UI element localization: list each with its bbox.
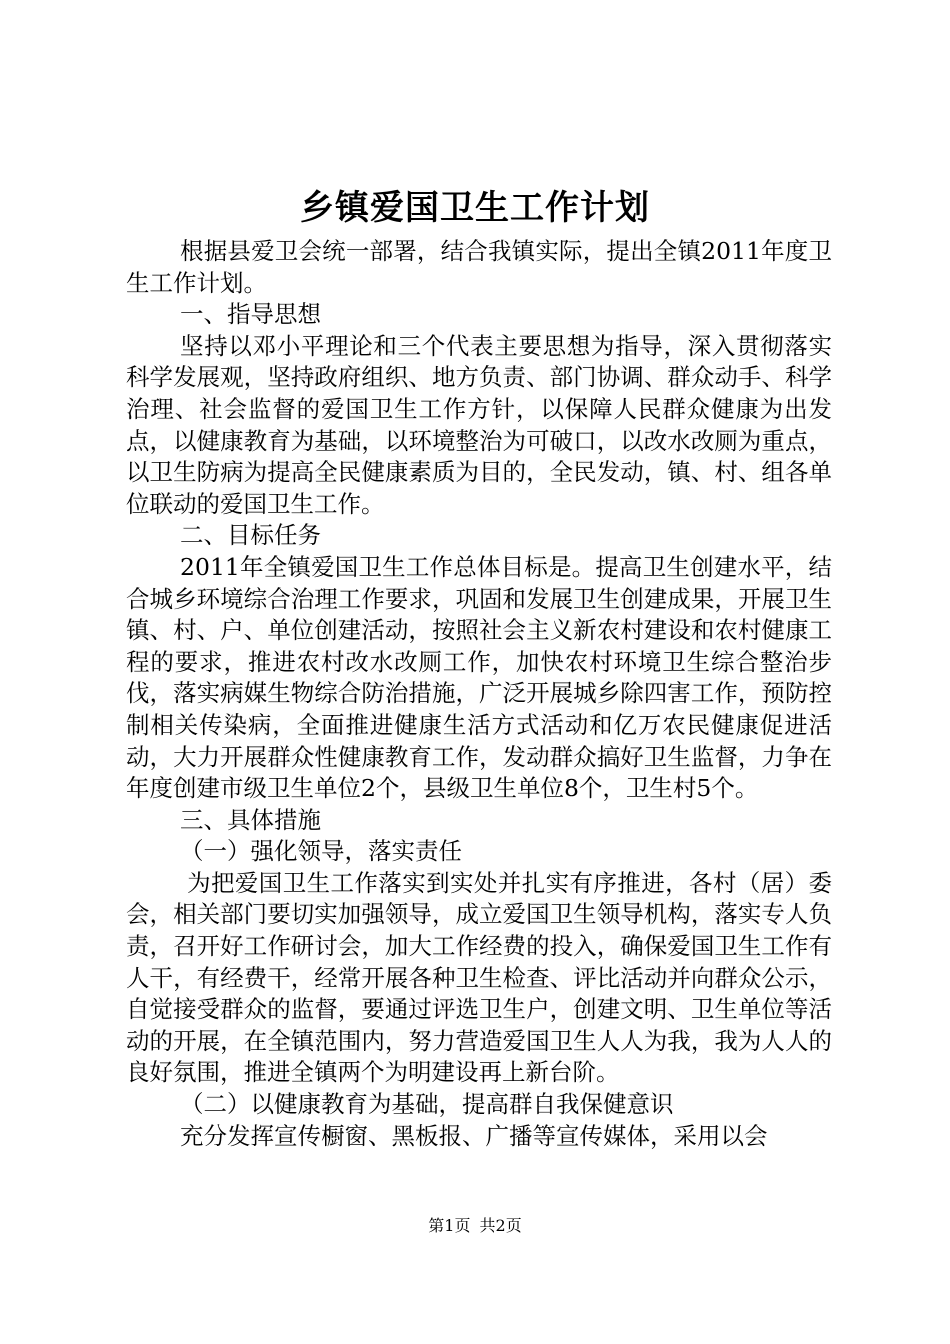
page-total: 共2页 — [479, 1216, 522, 1235]
heading-measures: 三、具体措施 — [180, 805, 322, 834]
heading-targets: 二、目标任务 — [180, 521, 322, 550]
heading-guiding-thought: 一、指导思想 — [180, 300, 322, 329]
subheading-leadership: （一）强化领导，落实责任 — [180, 837, 463, 866]
paragraph-leadership: 为把爱国卫生工作落实到实处并扎实有序推进，各村（居）委会，相关部门要切实加强领导，成立爱国卫生领导机构，落实专人负责，召开好工作研讨会，加大工作经费的投入，确保爱国卫生工作有人干，有经费干，经常开展各种卫生检查、评比活动并向群众公示，自觉接受群众的监督，要通过评选卫生户，创建文明、卫生单位等活动的开展，在全镇范围内，努力营造爱国卫生人人为我，我为人人的良好氛围，推进全镇两个为明建设再上新台阶。 — [126, 868, 832, 1087]
paragraph-targets: 2011年全镇爱国卫生工作总体目标是。提高卫生创建水平，结合城乡环境综合治理工作要求，巩固和发展卫生创建成果，开展卫生镇、村、户、单位创建活动，按照社会主义新农村建设和农村健康工程的要求，推进农村改水改厕工作，加快农村环境卫生综合整治步伐，落实病媒生物综合防治措施，广泛开展城乡除四害工作，预防控制相关传染病，全面推进健康生活方式活动和亿万农民健康促进活动，大力开展群众性健康教育工作，发动群众搞好卫生监督，力争在年度创建市级卫生单位2个，县级卫生单位8个，卫生村5个。 — [126, 552, 832, 803]
paragraph-guiding-thought: 坚持以邓小平理论和三个代表主要思想为指导，深入贯彻落实科学发展观，坚持政府组织、地方负责、部门协调、群众动手、科学治理、社会监督的爱国卫生工作方针，以保障人民群众健康为出发点，以健康教育为基础，以环境整治为可破口，以改水改厕为重点，以卫生防病为提高全民健康素质为目的，全民发动，镇、村、组各单位联动的爱国卫生工作。 — [126, 331, 832, 518]
document-body — [126, 236, 832, 1152]
page-title: 乡镇爱国卫生工作计划 — [300, 188, 650, 228]
page-number: 第1页 — [428, 1216, 471, 1235]
page-footer — [0, 1216, 950, 1236]
paragraph-intro: 根据县爱卫会统一部署，结合我镇实际，提出全镇2011年度卫生工作计划。 — [126, 237, 832, 297]
paragraph-health-education: 充分发挥宣传橱窗、黑板报、广播等宣传媒体，采用以会 — [180, 1121, 768, 1150]
subheading-health-education: （二）以健康教育为基础，提高群自我保健意识 — [180, 1090, 674, 1119]
